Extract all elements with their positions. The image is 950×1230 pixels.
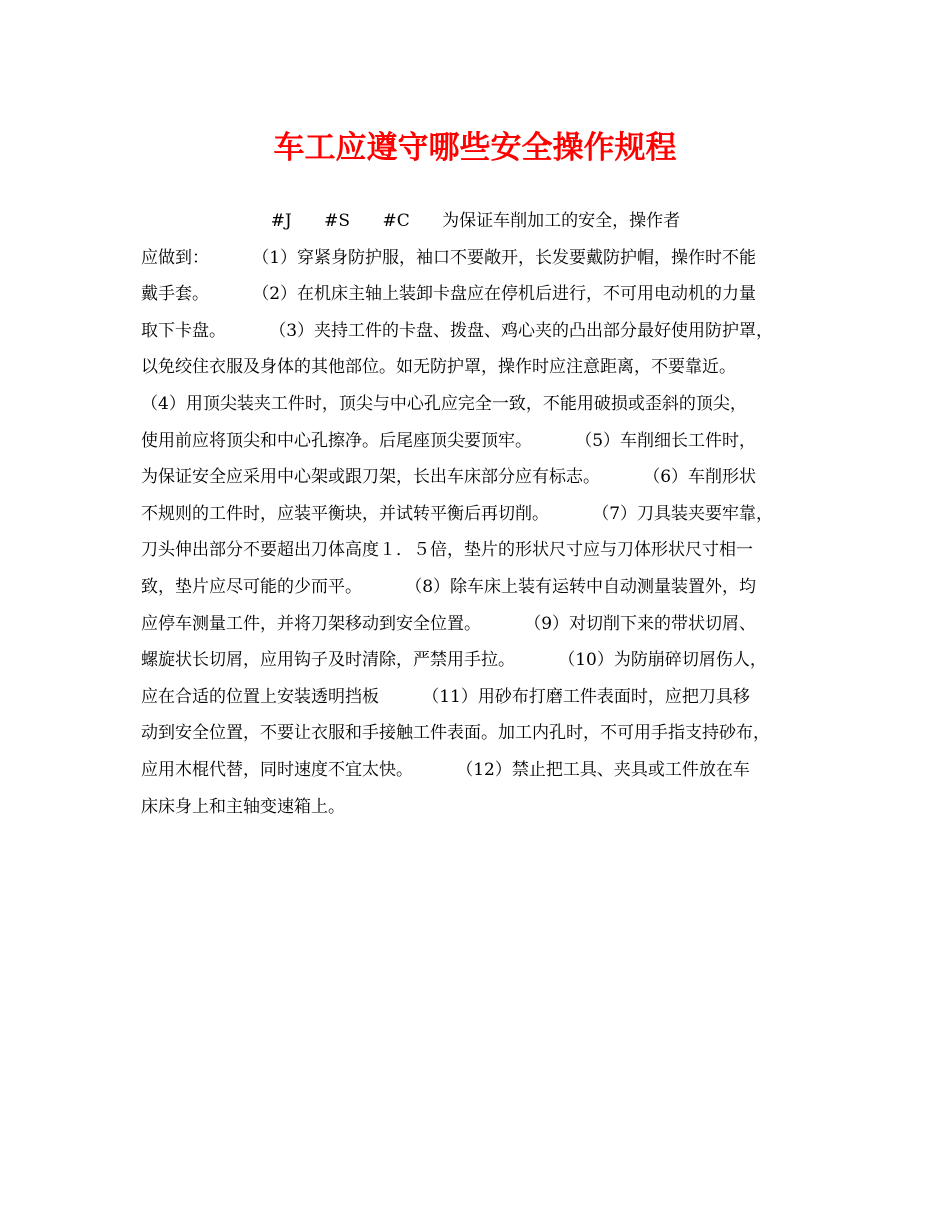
text-line: 为保证安全应采用中心架或跟刀架，长出车床部分应有标志。 （6）车削形状 <box>141 467 757 488</box>
text-line: #J #S #C 为保证车削加工的安全，操作者 <box>141 211 681 231</box>
text-line: 应在合适的位置上安装透明挡板 （11）用砂布打磨工件表面时，应把刀具移 <box>141 686 750 707</box>
text-line: 动到安全位置，不要让衣服和手接触工件表面。加工内孔时，不可用手指支持砂布， <box>141 723 770 744</box>
text-line: 刀头伸出部分不要超出刀体高度１．５倍，垫片的形状尺寸应与刀体形状尺寸相一 <box>141 540 753 561</box>
text-line: 致，垫片应尽可能的少而平。 （8）除车床上装有运转中自动测量装置外，均 <box>141 576 757 597</box>
text-line: 以免绞住衣服及身体的其他部位。如无防护罩，操作时应注意距离，不要靠近。 <box>141 357 736 378</box>
text-line: （4）用顶尖装夹工件时，顶尖与中心孔应完全一致，不能用破损或歪斜的顶尖， <box>141 393 747 414</box>
text-line: 应做到： （1）穿紧身防护服，袖口不要敞开，长发要戴防护帽，操作时不能 <box>141 247 757 268</box>
text-line: 取下卡盘。 （3）夹持工件的卡盘、拨盘、鸡心夹的凸出部分最好使用防护罩， <box>141 320 774 341</box>
text-line: 应停车测量工件，并将刀架移动到安全位置。 （9）对切削下来的带状切屑、 <box>141 613 757 634</box>
body-paragraph <box>141 203 816 825</box>
text-line: 使用前应将顶尖和中心孔擦净。后尾座顶尖要顶牢。 （5）车削细长工件时， <box>141 430 757 451</box>
text-line: 戴手套。 （2）在机床主轴上装卸卡盘应在停机后进行，不可用电动机的力量 <box>141 284 757 305</box>
page-title: 车工应遵守哪些安全操作规程 <box>273 130 677 166</box>
text-line: 不规则的工件时，应装平衡块，并试转平衡后再切削。 （7）刀具装夹要牢靠， <box>141 503 774 524</box>
text-line: 床床身上和主轴变速箱上。 <box>141 796 345 817</box>
text-line: 螺旋状长切屑，应用钩子及时清除，严禁用手拉。 （10）为防崩碎切屑伤人， <box>141 650 767 671</box>
text-line: 应用木棍代替，同时速度不宜太快。 （12）禁止把工具、夹具或工件放在车 <box>141 759 750 780</box>
